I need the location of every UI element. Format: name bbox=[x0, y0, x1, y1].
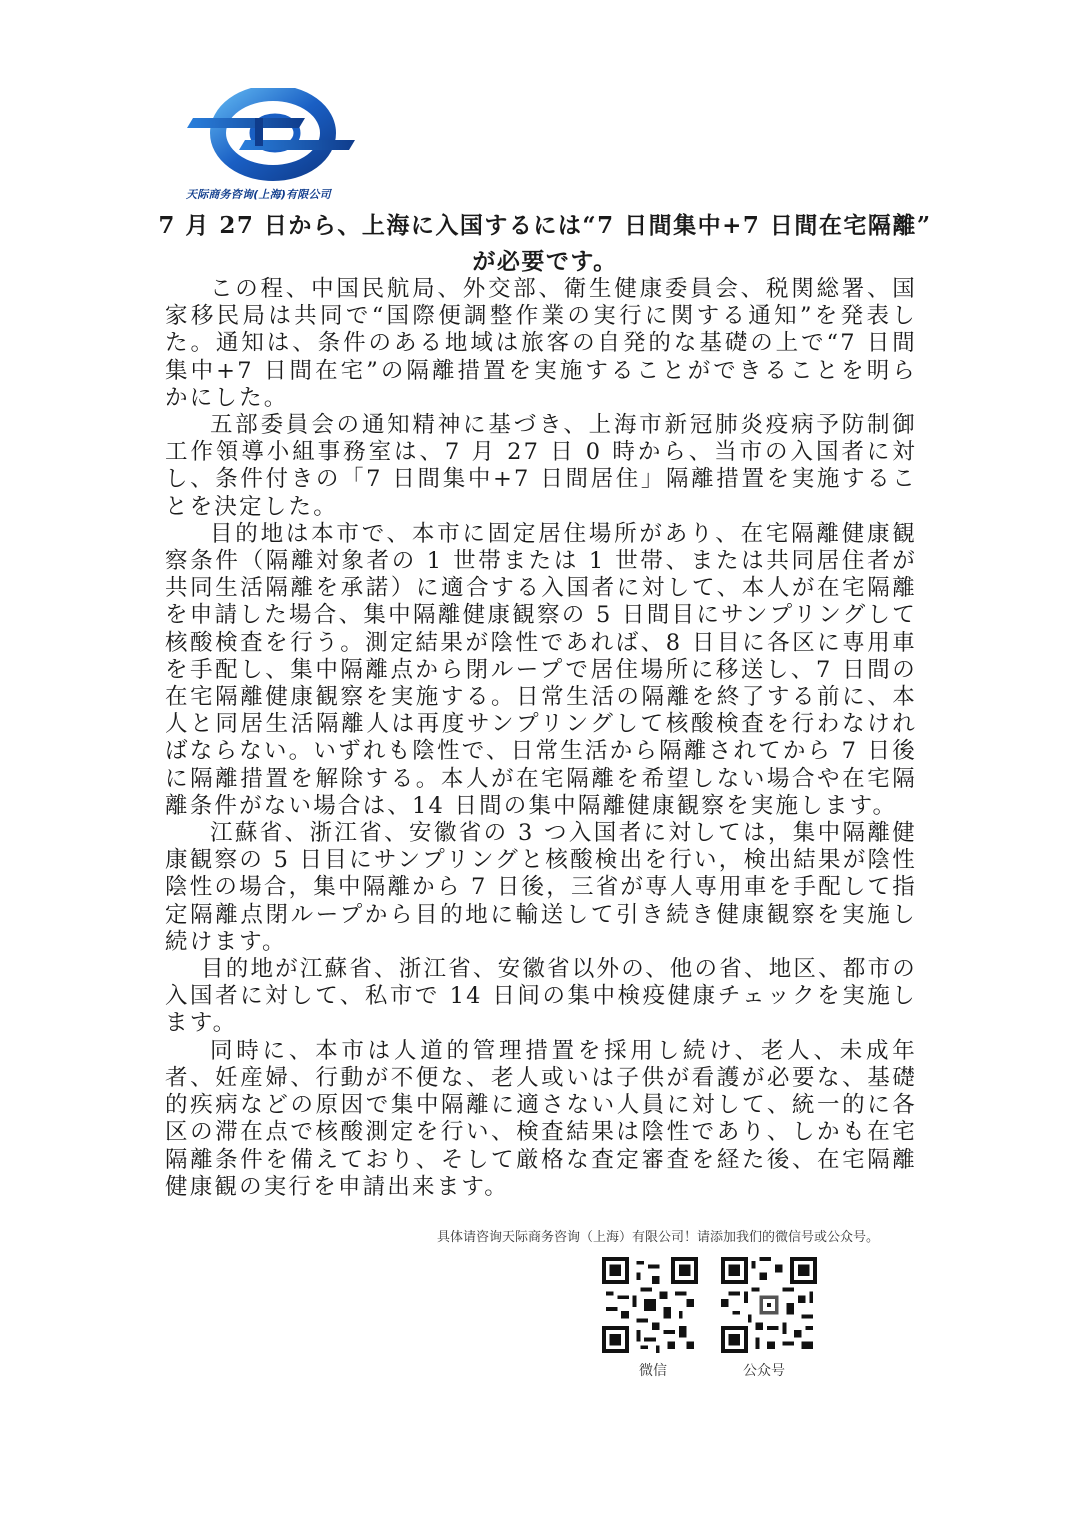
official-account-qr-code[interactable] bbox=[721, 1257, 817, 1353]
company-name: 天际商务咨询(上海)有限公司 bbox=[186, 188, 331, 201]
paragraph: この程、中国民航局、外交部、衛生健康委員会、税関総署、国家移民局は共同で“国際便調整作業の実行に関する通知”を発表した。通知は、条件のある地域は旅客の自発的な基礎の上で“7 日間集中+7 日間在宅”の隔離措置を実施することができることを明らかにした。 bbox=[165, 276, 917, 411]
official-account-qr-label: 公众号 bbox=[743, 1363, 785, 1379]
paragraph: 江蘇省、浙江省、安徽省の 3 つ入国者に対しては，集中隔離健康観察の 5 日目にサンプリングと核酸検出を行い，検出結果が陰性陰性の場合，集中隔離から 7 日後，三省が専人専用車を手配して指定隔離点閉ループから目的地に輸送して引き続き健康観察を実施し続けます。 bbox=[165, 820, 917, 955]
title-line-2: が必要です。 bbox=[472, 248, 618, 275]
paragraph: 目的地は本市で、本市に固定居住場所があり、在宅隔離健康観察条件（隔離対象者の 1 世帯または 1 世帯、または共同居住者が共同生活隔離を承諾）に適合する入国者に対して、本人が在宅隔離を申請した場合、集中隔離健康観察の 5 日間目にサンプリングして核酸検査を行う。測定結果が陰性であれば、8 日目に各区に専用車を手配し、集中隔離点から閉ループで居住場所に移送し、7 日間の在宅隔離健康観察を実施する。日常生活の隔離を終了する前に、本人と同居生活隔離人は再度サンプリングして核酸検査を行わなければならない。いずれも陰性で、日常生活から隔離されてから 7 日後に隔離措置を解除する。本人が在宅隔離を希望しない場合や在宅隔離条件がない場合は、14 日間の集中隔離健康観察を実施します。 bbox=[165, 520, 917, 819]
wechat-qr-label: 微信 bbox=[639, 1363, 667, 1379]
title-line-1: 7 月 27 日から、上海に入国するには“7 日間集中+7 日間在宅隔離” bbox=[158, 212, 932, 239]
paragraph: 同時に、本市は人道的管理措置を採用し続け、老人、未成年者、妊産婦、行動が不便な、老人或いは子供が看護が必要な、基礎的疾病などの原因で集中隔離に適さない人員に対して、統一的に各区の滞在点で核酸測定を行い、検査結果は陰性であり、しかも在宅隔離条件を備えており、そして厳格な査定審査を経た後、在宅隔離健康観の実行を申請出来ます。 bbox=[165, 1037, 917, 1200]
wechat-qr-code[interactable] bbox=[602, 1257, 698, 1353]
paragraph: 目的地が江蘇省、浙江省、安徽省以外の、他の省、地区、都市の入国者に対して、私市で 14 日间の集中検疫健康チェックを実施します。 bbox=[165, 956, 917, 1037]
contact-note: 具体请咨询天际商务咨询（上海）有限公司！请添加我们的微信号或公众号。 bbox=[437, 1230, 880, 1245]
document-title bbox=[150, 208, 940, 280]
document-body bbox=[165, 276, 917, 1201]
paragraph: 五部委員会の通知精神に基づき、上海市新冠肺炎疫病予防制御工作領導小組事務室は、7 月 27 日 0 時から、当市の入国者に対し、条件付きの「7 日間集中+7 日間居住」隔離措置を実施することを決定した。 bbox=[165, 412, 917, 520]
